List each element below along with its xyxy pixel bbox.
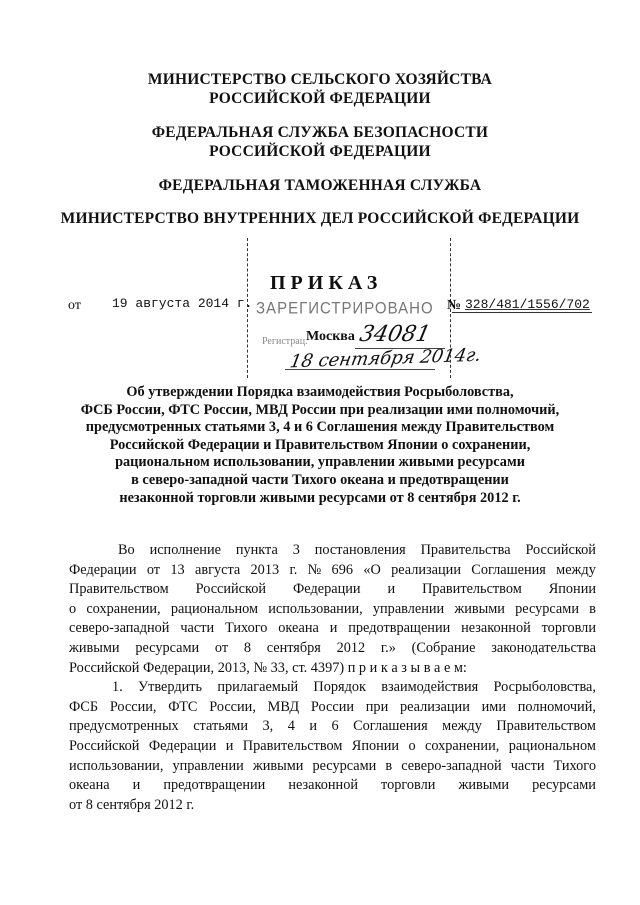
body-line: предусмотренных статьями 3, 4 и 6 Соглашения между Правительством	[69, 718, 596, 735]
body-line: о сохранении, рациональном использовании, управлении живыми ресурсами в	[69, 600, 596, 617]
org2-line2: РОССИЙСКОЙ ФЕДЕРАЦИИ	[209, 143, 431, 160]
title-line: Об утверждении Порядка взаимодействия Росрыболовства,	[126, 384, 514, 400]
registration-date-underline	[285, 369, 435, 370]
org1-line2: РОССИЙСКОЙ ФЕДЕРАЦИИ	[209, 90, 431, 107]
order-date: 19 августа 2014 г.	[112, 296, 253, 311]
title-line: в северо-западной части Тихого океана и предотвращении	[131, 471, 509, 488]
registration-stamp: ЗАРЕГИСТРИРОВАНО	[256, 299, 434, 318]
date-from-label: от	[68, 298, 81, 313]
order-kind-title: ПРИКАЗ	[270, 272, 383, 294]
title-line: незаконной торговли живыми ресурсами от 8 сентября 2012 г.	[119, 489, 521, 506]
org4-line: МИНИСТЕРСТВО ВНУТРЕННИХ ДЕЛ РОССИЙСКОЙ ФЕДЕРАЦИИ	[60, 210, 580, 227]
body-line: Федерации от 13 августа 2013 г. № 696 «О реализации Соглашения между	[69, 561, 596, 578]
org1-line1: МИНИСТЕРСТВО СЕЛЬСКОГО ХОЗЯЙСТВА	[147, 71, 493, 88]
order-city: Москва	[306, 329, 355, 344]
body-line: Правительством Российской Федерации и Правительством Японии	[69, 581, 596, 598]
body-line: Во исполнение пункта 3 постановления Правительства Российской	[118, 542, 596, 558]
body-line: использовании, управлении живыми ресурсами в северо-западной части Тихого	[69, 757, 596, 774]
body-line: Российской Федерации, 2013, № 33, ст. 4397) п р и к а з ы в а е м:	[69, 659, 467, 676]
body-line: океана и предотвращении незаконной торговли живыми ресурсами	[69, 777, 596, 794]
body-line: северо-западной части Тихого океана и предотвращении незаконной торговли	[69, 620, 596, 637]
org-interior	[0, 209, 640, 228]
org3-line: ФЕДЕРАЛЬНАЯ ТАМОЖЕННАЯ СЛУЖБА	[158, 177, 482, 194]
order-number-underline	[452, 312, 592, 313]
order-number	[465, 297, 590, 312]
registration-date-handwritten: 18 сентября 2014г.	[288, 344, 483, 373]
registration-label: Регистрац.	[262, 336, 308, 347]
title-line: ФСБ России, ФТС России, МВД России при реализации ими полномочий,	[80, 401, 560, 418]
title-line: рациональном использовании, управлении живыми ресурсами	[115, 454, 525, 471]
number-label: №	[447, 298, 462, 313]
order-title	[0, 384, 640, 507]
body-line: ФСБ России, ФТС России, МВД России при реализации ими полномочий,	[69, 698, 596, 715]
org-fsb	[0, 123, 640, 161]
org-ministry-agriculture	[0, 70, 640, 108]
org-customs	[0, 176, 640, 195]
org2-line1: ФЕДЕРАЛЬНАЯ СЛУЖБА БЕЗОПАСНОСТИ	[151, 124, 489, 141]
body-line: 1. Утвердить прилагаемый Порядок взаимодействия Росрыболовства,	[112, 679, 596, 696]
body-line: Российской Федерации и Правительством Японии о сохранении, рациональном	[69, 737, 596, 754]
order-number-value: 328/481/1556/702	[465, 297, 590, 312]
body-line: живыми ресурсами от 8 сентября 2012 г.» (Собрание законодательства	[69, 639, 596, 656]
body-line: от 8 сентября 2012 г.	[69, 796, 195, 813]
registration-number-handwritten: 34081	[357, 322, 433, 347]
title-line: Российской Федерации и Правительством Японии о сохранении,	[109, 436, 531, 453]
title-line: предусмотренных статьями 3, 4 и 6 Соглашения между Правительством	[85, 419, 555, 436]
order-body	[69, 541, 596, 815]
